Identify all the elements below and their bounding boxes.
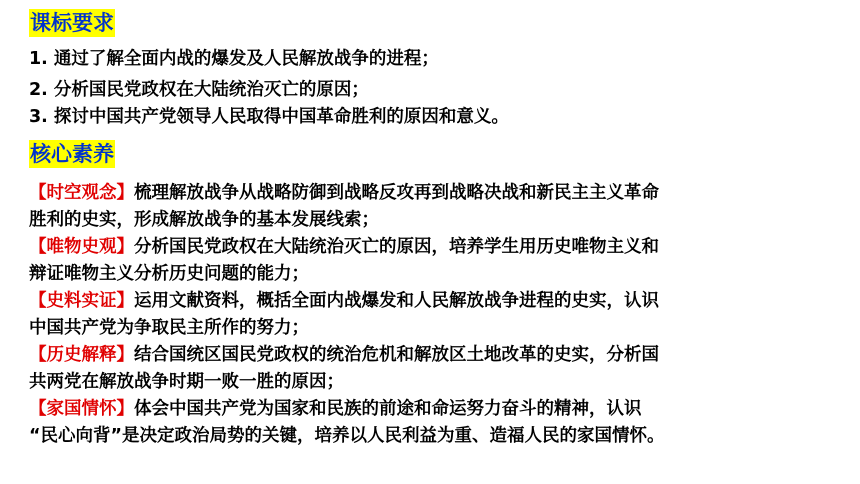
- literacy-line: [29, 342, 844, 369]
- literacy-line: [29, 180, 844, 207]
- literacy-text: 体会中国共产党为国家和民族的前途和命运努力奋斗的精神，认识: [134, 399, 642, 419]
- literacy-tag: 【时空观念】: [29, 183, 134, 203]
- literacy-tag: 【史料实证】: [29, 291, 134, 311]
- literacy-line: 共两党在解放战争时期一败一胜的原因；: [29, 372, 344, 392]
- literacy-line: 中国共产党为争取民主所作的努力；: [29, 318, 309, 338]
- literacy-heading: 核心素养: [30, 142, 114, 166]
- literacy-text: 梳理解放战争从战略防御到战略反攻再到战略决战和新民主主义革命: [134, 183, 659, 203]
- literacy-item-spacetime: [29, 180, 844, 234]
- literacy-line: [29, 234, 844, 261]
- standards-heading: 课标要求: [30, 11, 114, 35]
- standard-item: 2. 分析国民党政权在大陆统治灭亡的原因；: [29, 80, 369, 100]
- literacy-item-evidence: [29, 288, 844, 342]
- literacy-line: 辩证唯物主义分析历史问题的能力；: [29, 264, 309, 284]
- literacy-item-materialism: [29, 234, 844, 288]
- literacy-tag: 【家国情怀】: [29, 399, 134, 419]
- literacy-tag: 【唯物史观】: [29, 237, 134, 257]
- literacy-tag: 【历史解释】: [29, 345, 134, 365]
- literacy-text: 运用文献资料，概括全面内战爆发和人民解放战争进程的史实，认识: [134, 291, 659, 311]
- literacy-text: 分析国民党政权在大陆统治灭亡的原因，培养学生用历史唯物主义和: [134, 237, 659, 257]
- literacy-line: 胜利的史实，形成解放战争的基本发展线索；: [29, 210, 379, 230]
- literacy-line: [29, 396, 844, 423]
- standard-item: 3. 探讨中国共产党领导人民取得中国革命胜利的原因和意义。: [29, 107, 509, 127]
- literacy-item-interpretation: [29, 342, 844, 396]
- standard-item: 1. 通过了解全面内战的爆发及人民解放战争的进程；: [29, 49, 439, 69]
- literacy-line: [29, 288, 844, 315]
- literacy-line: “民心向背”是决定政治局势的关键，培养以人民利益为重、造福人民的家国情怀。: [29, 426, 665, 446]
- literacy-text: 结合国统区国民党政权的统治危机和解放区土地改革的史实，分析国: [134, 345, 659, 365]
- literacy-item-patriotism: [29, 396, 844, 450]
